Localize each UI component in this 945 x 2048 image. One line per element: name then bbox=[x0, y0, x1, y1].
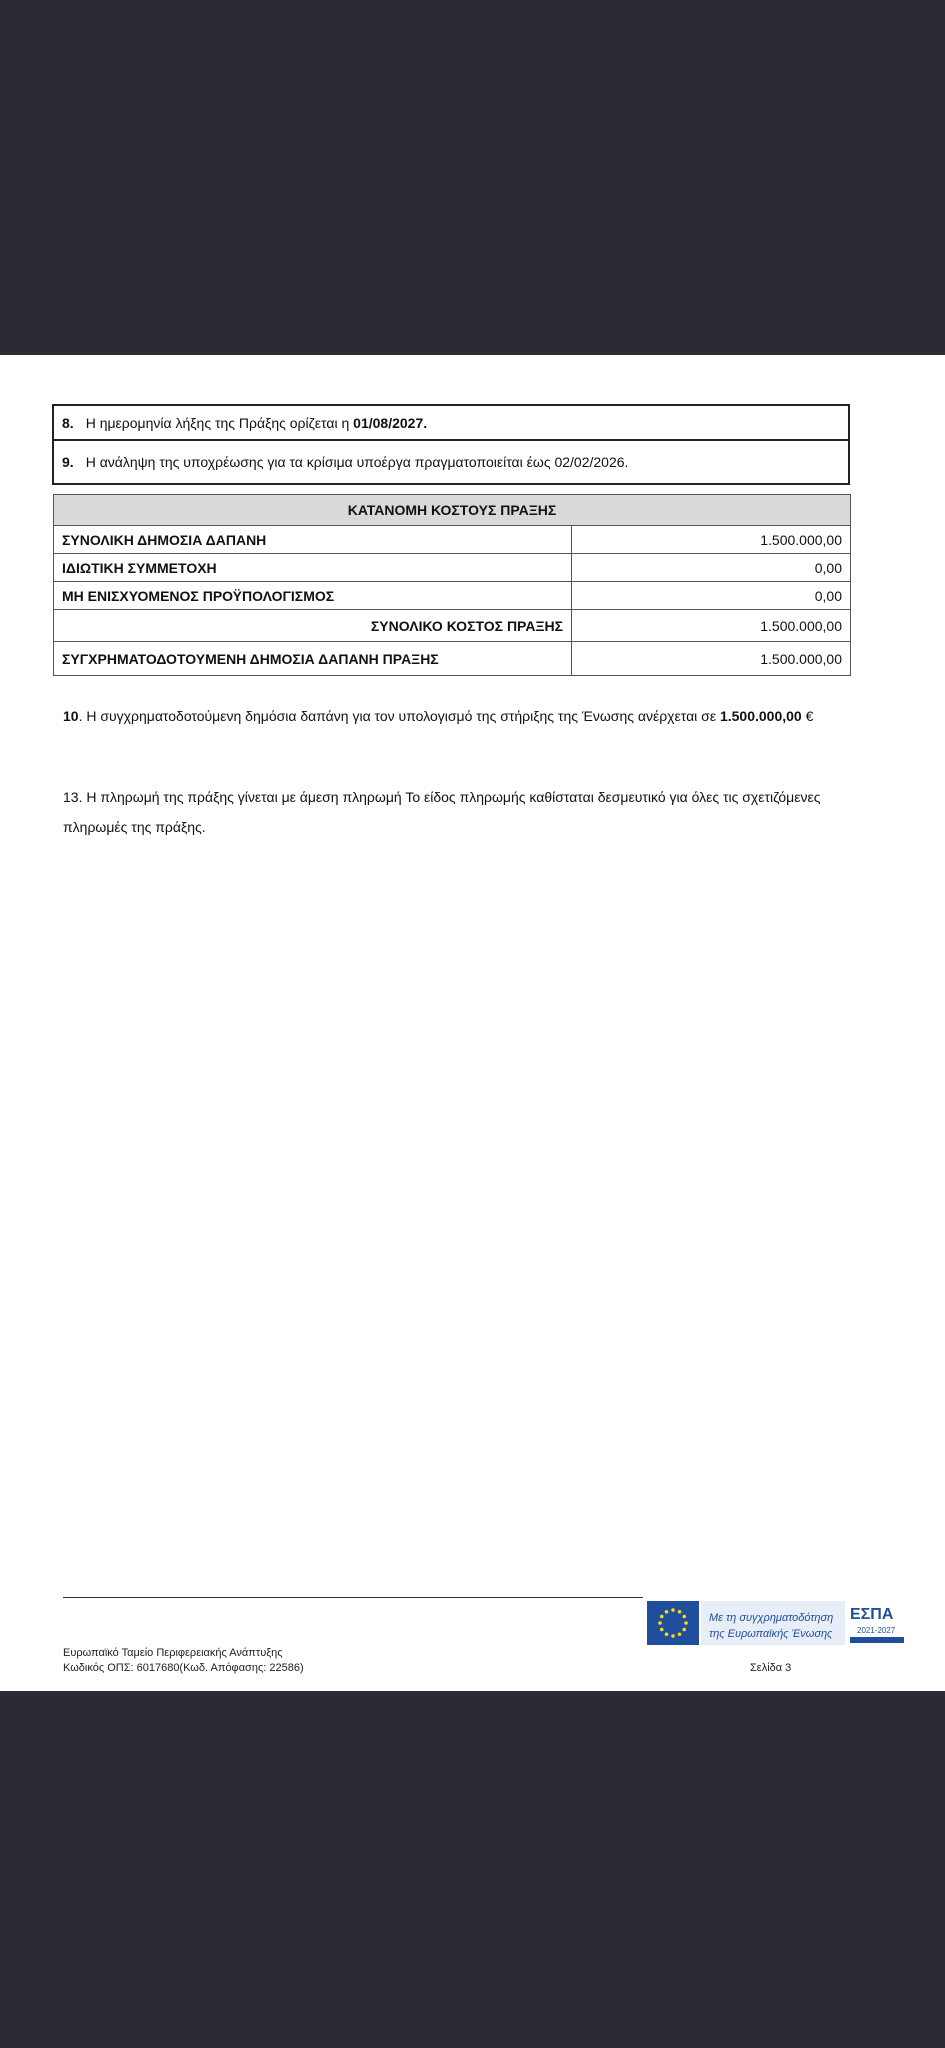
ops-code: Κωδικός ΟΠΣ: 6017680(Κωδ. Απόφασης: 22586) bbox=[63, 1662, 304, 1674]
eu-star bbox=[658, 1621, 662, 1625]
eu-star bbox=[678, 1610, 682, 1614]
fund-name: Ευρωπαϊκό Ταμείο Περιφερειακής Ανάπτυξης bbox=[63, 1647, 283, 1659]
eu-star bbox=[660, 1628, 664, 1632]
item-9: 9. Η ανάληψη της υποχρέωσης για τα κρίσιμα υποέργα πραγματοποιείται έως 02/02/2026. bbox=[54, 439, 848, 483]
footer-divider bbox=[63, 1597, 643, 1598]
document-page bbox=[0, 355, 945, 1691]
logo-line-1: Με τη συγχρηματοδότηση bbox=[709, 1612, 834, 1624]
espa-years: 2021-2027 bbox=[857, 1626, 896, 1635]
eu-star bbox=[671, 1608, 675, 1612]
paragraph-10: 10. Η συγχρηματοδοτούμενη δημόσια δαπάνη για τον υπολογισμό της στήριξης της Ένωσης ανέρχεται σε 1.500.000,00 € bbox=[63, 708, 814, 724]
paragraph-13: 13. Η πληρωμή της πράξης γίνεται με άμεση πληρωμή Το είδος πληρωμής καθίσταται δεσμευτικό για όλες τις σχετιζόμενες πληρωμές της πράξης. bbox=[63, 789, 821, 835]
eu-flag-icon bbox=[647, 1601, 699, 1645]
eu-star bbox=[682, 1628, 686, 1632]
eu-star bbox=[682, 1615, 686, 1619]
eu-star bbox=[671, 1634, 675, 1638]
espa-label: ΕΣΠΑ bbox=[850, 1606, 894, 1623]
eu-star bbox=[665, 1610, 669, 1614]
footer-text bbox=[63, 1646, 304, 1676]
table-title: ΚΑΤΑΝΟΜΗ ΚΟΣΤΟΥΣ ΠΡΑΞΗΣ bbox=[54, 495, 851, 526]
page-number: Σελίδα 3 bbox=[750, 1662, 792, 1674]
table-row: ΣΥΝΟΛΙΚΟ ΚΟΣΤΟΣ ΠΡΑΞΗΣ 1.500.000,00 bbox=[54, 610, 851, 642]
eu-star bbox=[660, 1615, 664, 1619]
eu-star bbox=[665, 1632, 669, 1636]
table-row: ΜΗ ΕΝΙΣΧΥΟΜΕΝΟΣ ΠΡΟΫΠΟΛΟΓΙΣΜΟΣ 0,00 bbox=[54, 582, 851, 610]
eu-espa-logo bbox=[647, 1599, 907, 1649]
table-row: ΣΥΝΟΛΙΚΗ ΔΗΜΟΣΙΑ ΔΑΠΑΝΗ 1.500.000,00 bbox=[54, 526, 851, 554]
numbered-items-box bbox=[52, 404, 850, 485]
eu-star bbox=[678, 1632, 682, 1636]
item-8: 8. Η ημερομηνία λήξης της Πράξης ορίζεται η 01/08/2027. bbox=[62, 414, 428, 431]
table-row: ΣΥΓΧΡΗΜΑΤΟΔΟΤΟΥΜΕΝΗ ΔΗΜΟΣΙΑ ΔΑΠΑΝΗ ΠΡΑΞΗΣ 1.500.000,00 bbox=[54, 642, 851, 676]
eu-star bbox=[684, 1621, 688, 1625]
logo-line-2: της Ευρωπαϊκής Ένωσης bbox=[709, 1628, 833, 1640]
table-row: ΙΔΙΩΤΙΚΗ ΣΥΜΜΕΤΟΧΗ 0,00 bbox=[54, 554, 851, 582]
cost-allocation-table bbox=[53, 494, 851, 676]
